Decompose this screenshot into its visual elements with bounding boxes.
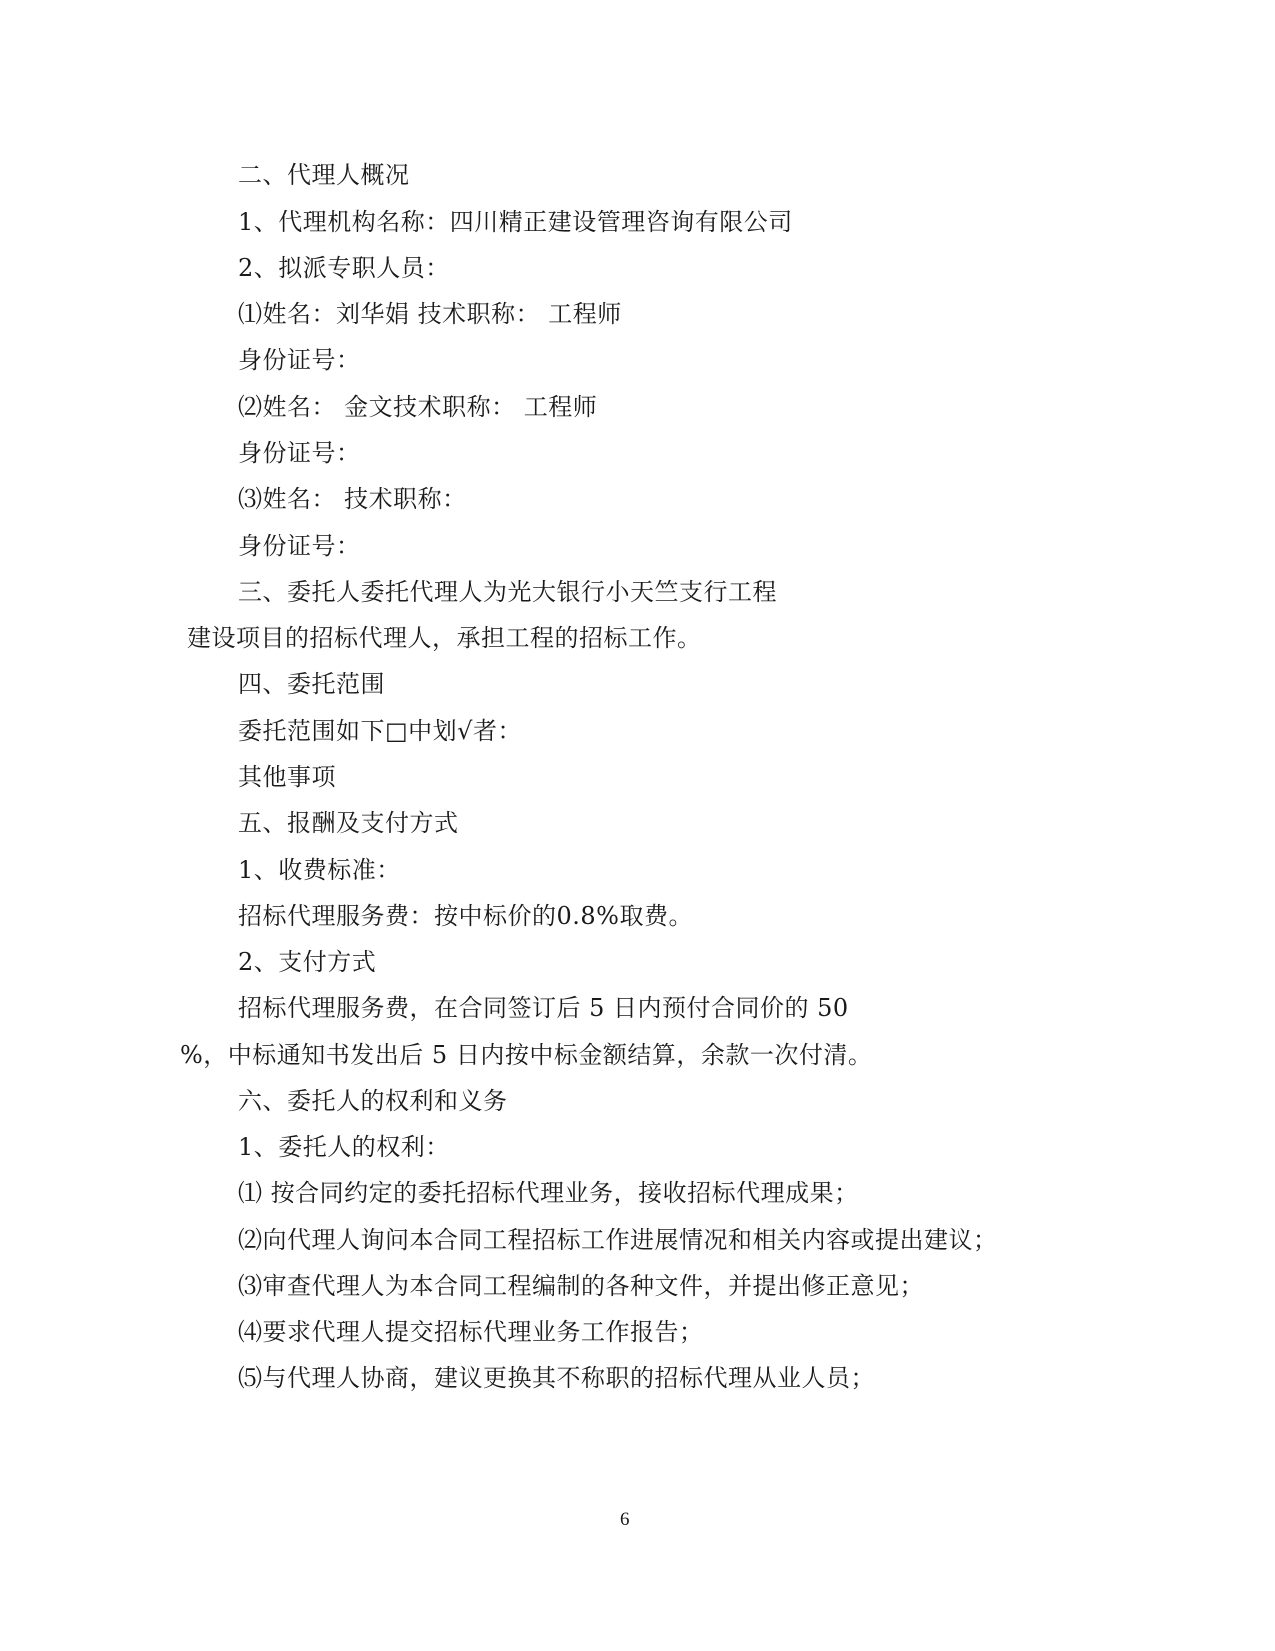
assigned-staff-line: 2、拟派专职人员： [238,254,450,282]
other-matters-line: 其他事项 [238,763,336,791]
agency-name-line: 1、代理机构名称：四川精正建设管理咨询有限公司 [238,208,793,236]
staff-2-name-line: ⑵姓名： 金文技术职称： 工程师 [238,393,598,421]
staff-2-id-line: 身份证号： [238,439,361,467]
section-heading-rights: 六、委托人的权利和义务 [238,1087,508,1115]
fee-standard-line: 1、收费标准： [238,856,401,884]
payment-terms-line-2: %，中标通知书发出后 5 日内按中标金额结算，余款一次付清。 [180,1041,873,1069]
right-item-4: ⑷要求代理人提交招标代理业务工作报告； [238,1318,704,1346]
client-rights-line: 1、委托人的权利： [238,1133,450,1161]
service-fee-line: 招标代理服务费：按中标价的0.8%取费。 [238,902,693,930]
section-heading-payment: 五、报酬及支付方式 [238,809,459,837]
section-heading-scope: 四、委托范围 [238,670,385,698]
scope-description-line: 委托范围如下□中划√者： [238,717,522,745]
staff-3-name-line: ⑶姓名： 技术职称： [238,485,467,513]
staff-1-id-line: 身份证号： [238,346,361,374]
section-three-line-1: 三、委托人委托代理人为光大银行小天竺支行工程 [238,578,777,606]
page-number: 6 [620,1509,630,1530]
right-item-3: ⑶审查代理人为本合同工程编制的各种文件，并提出修正意见； [238,1272,924,1300]
payment-method-line: 2、支付方式 [238,948,377,976]
right-item-2: ⑵向代理人询问本合同工程招标工作进展情况和相关内容或提出建议； [238,1226,998,1254]
right-item-5: ⑸与代理人协商，建议更换其不称职的招标代理从业人员； [238,1364,875,1392]
section-heading-agent-overview: 二、代理人概况 [238,161,410,189]
staff-1-name-line: ⑴姓名：刘华娟 技术职称： 工程师 [238,300,622,328]
payment-terms-line-1: 招标代理服务费，在合同签订后 5 日内预付合同价的 50 [238,994,849,1022]
staff-3-id-line: 身份证号： [238,532,361,560]
section-three-line-2: 建设项目的招标代理人，承担工程的招标工作。 [187,624,702,652]
right-item-1: ⑴ 按合同约定的委托招标代理业务，接收招标代理成果； [238,1179,859,1207]
